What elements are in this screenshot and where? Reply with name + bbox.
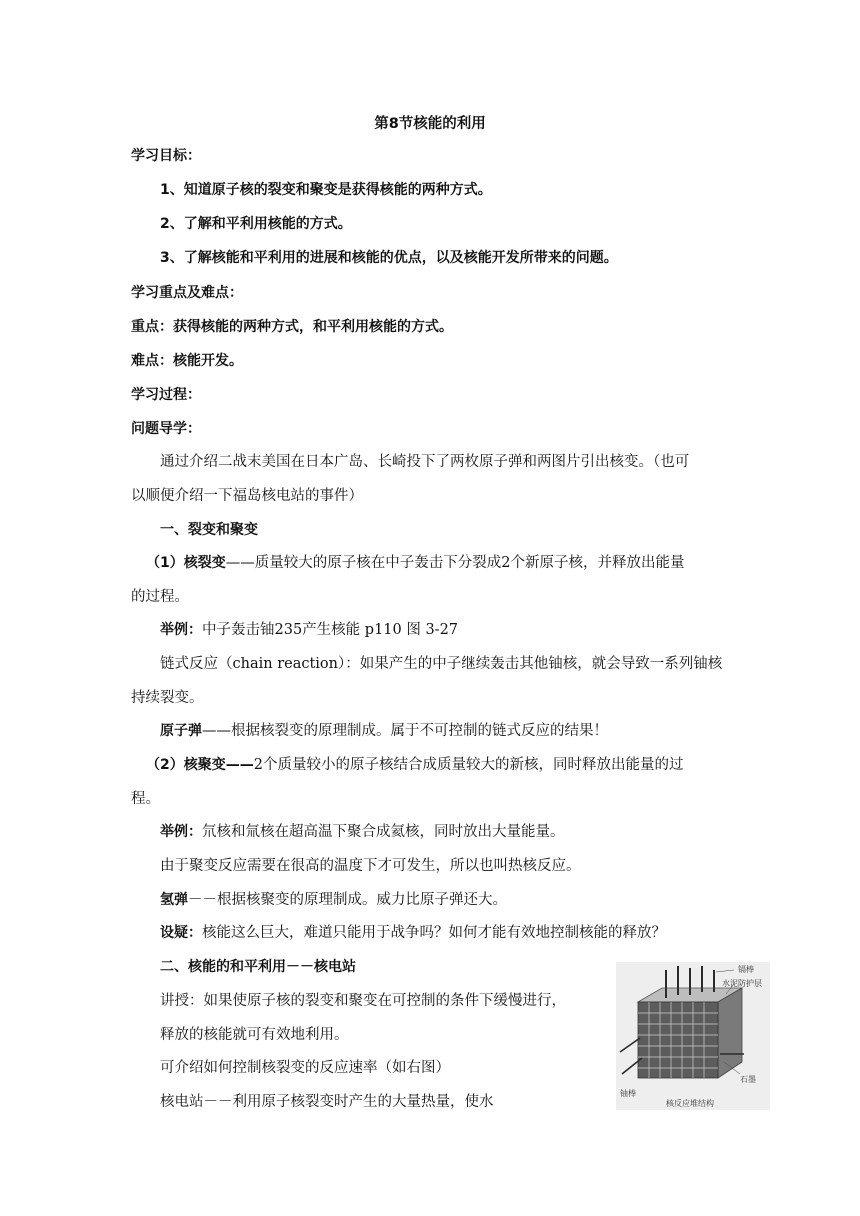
fission-example-text: 中子轰击铀235产生核能 p110 图 3-27 bbox=[202, 622, 459, 638]
section2-heading: 二、核能的和平利用－－核电站 bbox=[160, 959, 356, 975]
question bbox=[160, 923, 666, 943]
key-point-text: 获得核能的两种方式，和平利用核能的方式。 bbox=[173, 319, 453, 335]
goals-heading: 学习目标： bbox=[131, 148, 201, 164]
fission-label: （1）核裂变 bbox=[146, 555, 226, 571]
fusion-label: （2）核聚变—— bbox=[146, 757, 254, 773]
reactor-figure bbox=[616, 962, 770, 1110]
hydrogen-bomb-label: 氢弹 bbox=[160, 892, 188, 908]
process-heading: 学习过程： bbox=[131, 387, 201, 403]
key-point bbox=[131, 317, 453, 337]
question-text: 核能这么巨大，难道只能用于战争吗？如何才能有效地控制核能的释放？ bbox=[202, 925, 666, 941]
guide-heading: 问题导学： bbox=[131, 421, 201, 437]
fission-example-label: 举例： bbox=[160, 622, 202, 638]
difficult-point-label: 难点： bbox=[131, 353, 173, 369]
goal-item-2: 2、了解和平利用核能的方式。 bbox=[160, 216, 352, 232]
figure-label-rod: 镉棒 bbox=[738, 965, 754, 974]
difficult-point-text: 核能开发。 bbox=[173, 353, 243, 369]
hydrogen-bomb-text: －－根据核聚变的原理制成。威力比原子弹还大。 bbox=[188, 892, 507, 908]
intro-line-2: 以顺便介绍一下福岛核电站的事件） bbox=[131, 488, 363, 504]
intro-line-1: 通过介绍二战末美国在日本广岛、长崎投下了两枚原子弹和两图片引出核变。（也可 bbox=[160, 454, 690, 470]
figure-caption: 核反应堆结构 bbox=[666, 1099, 714, 1108]
figure-label-graphite: 石墨 bbox=[740, 1075, 756, 1084]
atomic-bomb-label: 原子弹 bbox=[160, 723, 202, 739]
goal-item-1: 1、知道原子核的裂变和聚变是获得核能的两种方式。 bbox=[160, 182, 492, 198]
chain-reaction-line-1: 链式反应（chain reaction）：如果产生的中子继续轰击其他铀核，就会导致一系列铀核 bbox=[160, 656, 723, 672]
fusion-text-cont: 程。 bbox=[131, 791, 160, 807]
difficult-point bbox=[131, 351, 243, 371]
nuclear-plant-text: 核电站－－利用原子核裂变时产生的大量热量，使水 bbox=[160, 1094, 494, 1110]
lecture-line-2: 释放的核能就可有效地利用。 bbox=[160, 1027, 349, 1043]
fission-example bbox=[160, 620, 458, 640]
figure-label-uranium: 铀棒 bbox=[620, 1089, 636, 1098]
fission-text: ——质量较大的原子核在中子轰击下分裂成2个新原子核，并释放出能量 bbox=[225, 555, 685, 571]
question-label: 设疑： bbox=[160, 925, 202, 941]
fusion-text: 2个质量较小的原子核结合成质量较大的新核，同时释放出能量的过 bbox=[253, 757, 684, 773]
hydrogen-bomb bbox=[160, 890, 507, 910]
atomic-bomb-text: ——根据核裂变的原理制成。属于不可控制的链式反应的结果！ bbox=[202, 723, 608, 739]
lecture-line-1: 讲授：如果使原子核的裂变和聚变在可控制的条件下缓慢进行， bbox=[160, 993, 566, 1009]
key-point-label: 重点： bbox=[131, 319, 173, 335]
reaction-rate-text: 可介绍如何控制核裂变的反应速率（如右图） bbox=[160, 1060, 450, 1076]
page-title: 第8节核能的利用 bbox=[374, 116, 486, 132]
figure-label-shield: 水泥防护层 bbox=[722, 979, 762, 988]
thermonuclear-text: 由于聚变反应需要在很高的温度下才可发生，所以也叫热核反应。 bbox=[160, 858, 581, 874]
fusion-example bbox=[160, 822, 565, 842]
chain-reaction-line-2: 持续裂变。 bbox=[131, 690, 204, 706]
fission-text-cont: 的过程。 bbox=[131, 589, 189, 605]
goal-item-3: 3、了解核能和平利用的进展和核能的优点，以及核能开发所带来的问题。 bbox=[160, 250, 618, 266]
fusion-example-text: 氘核和氚核在超高温下聚合成氦核，同时放出大量能量。 bbox=[202, 824, 565, 840]
atomic-bomb bbox=[160, 721, 608, 741]
fusion-definition bbox=[146, 755, 683, 775]
focus-heading: 学习重点及难点： bbox=[131, 285, 243, 301]
fusion-example-label: 举例： bbox=[160, 824, 202, 840]
section1-heading: 一、裂变和聚变 bbox=[160, 522, 258, 538]
fission-definition bbox=[146, 553, 684, 573]
